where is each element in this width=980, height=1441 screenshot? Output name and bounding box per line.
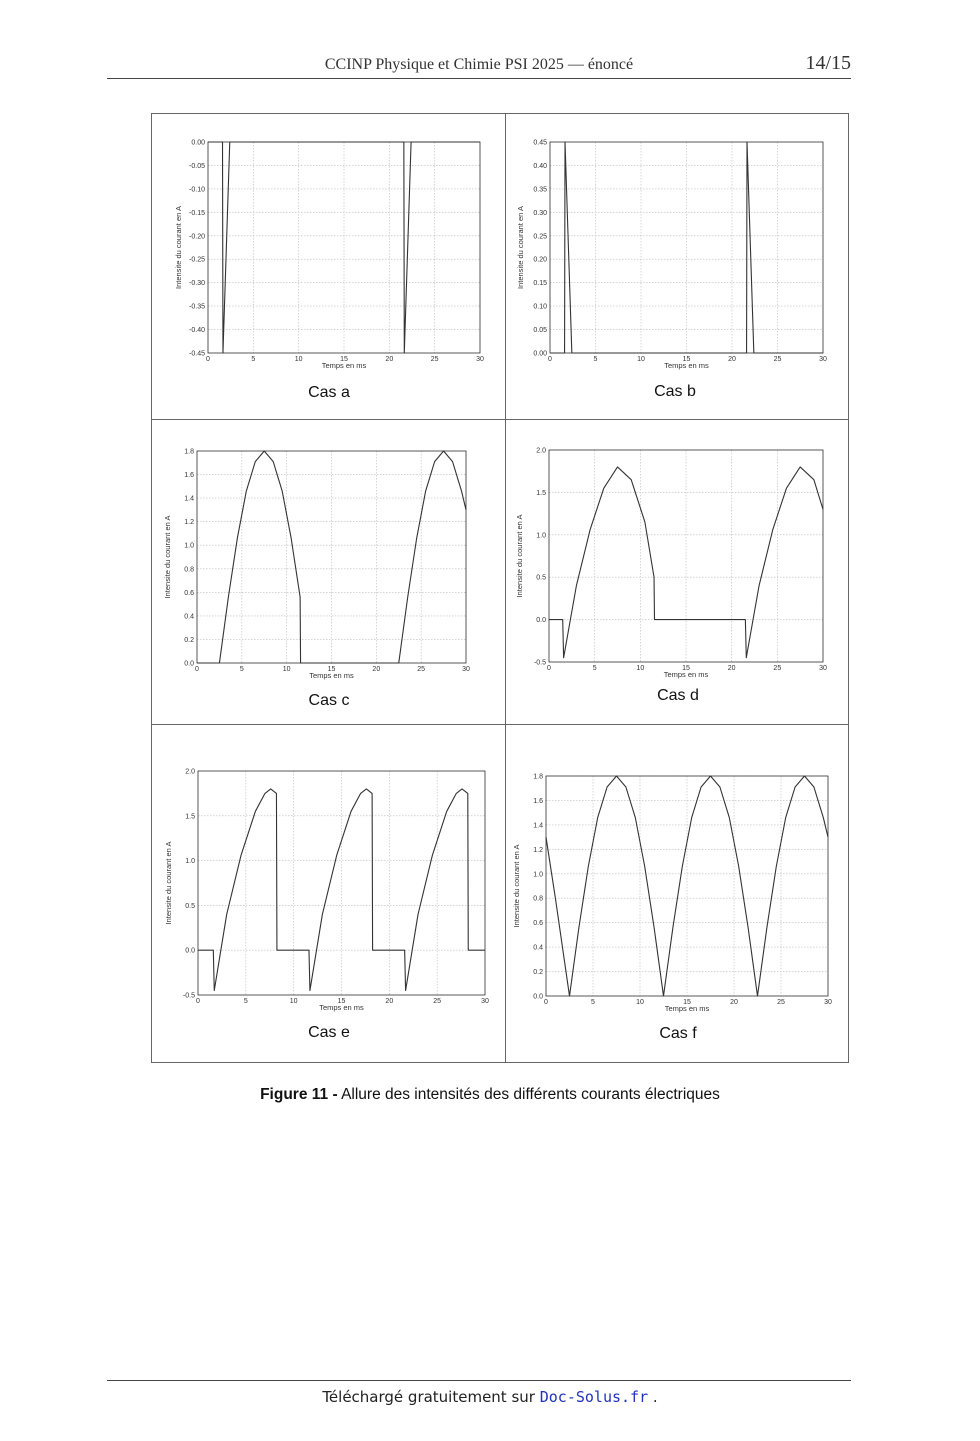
footer-link[interactable]: Doc-Solus.fr: [539, 1388, 649, 1406]
panel-label: Cas e: [308, 1024, 350, 1041]
x-tick-label: 0: [544, 999, 548, 1006]
y-axis-label: Intensite du courant en A: [174, 206, 183, 289]
y-tick-label: 1.2: [533, 846, 543, 854]
y-tick-label: -0.5: [182, 992, 195, 1000]
x-tick-label: 20: [385, 998, 394, 1005]
footer-prefix: Téléchargé gratuitement sur: [322, 1388, 535, 1406]
x-axis-label: Temps en ms: [663, 670, 709, 679]
panel-label: Cas b: [654, 383, 696, 400]
figure-11: [151, 113, 849, 1063]
y-tick-label: 0.35: [533, 186, 547, 194]
y-tick-label: -0.40: [189, 327, 205, 335]
x-tick-label: 0: [196, 998, 200, 1005]
x-tick-label: 15: [340, 356, 348, 363]
y-tick-label: 0.05: [533, 327, 547, 335]
y-tick-label: 0.25: [533, 233, 547, 241]
x-tick-label: 30: [819, 665, 827, 672]
footer-suffix: .: [652, 1388, 658, 1406]
x-tick-label: 15: [682, 356, 691, 363]
y-tick-label: 1.2: [184, 519, 194, 527]
y-tick-label: 0.0: [533, 993, 543, 1001]
y-tick-label: 0.4: [533, 944, 543, 952]
x-tick-label: 15: [683, 999, 691, 1006]
y-tick-label: -0.45: [189, 350, 205, 358]
panel-cas-e: [152, 725, 505, 1063]
x-tick-label: 5: [593, 356, 598, 363]
panel-cas-b: [506, 114, 850, 419]
x-tick-label: 10: [636, 999, 644, 1006]
x-tick-label: 10: [637, 356, 645, 363]
y-tick-label: 0.8: [184, 566, 194, 574]
caption-text: Allure des intensités des différents courants électriques: [341, 1086, 720, 1103]
panel-cas-c: [152, 420, 505, 724]
panel-label: Cas c: [308, 692, 350, 709]
y-tick-label: 0.0: [536, 617, 546, 625]
footer-rule: [107, 1380, 851, 1381]
y-tick-label: -0.5: [533, 659, 546, 667]
x-tick-label: 20: [372, 666, 381, 673]
y-tick-label: 0.4: [184, 613, 194, 621]
y-tick-label: 1.8: [184, 448, 194, 456]
x-tick-label: 25: [433, 998, 442, 1005]
header-title: CCINP Physique et Chimie PSI 2025 — énoncé: [324, 56, 634, 73]
y-tick-label: 0.40: [533, 162, 547, 170]
y-axis-label: Intensite du courant en A: [512, 844, 521, 928]
y-tick-label: 1.8: [533, 773, 543, 781]
y-tick-label: 0.15: [533, 280, 547, 288]
x-tick-label: 25: [430, 356, 439, 363]
y-tick-label: -0.05: [189, 162, 205, 170]
x-axis-label: Temps en ms: [664, 361, 709, 370]
y-tick-label: 1.4: [533, 822, 543, 830]
y-tick-label: 0.5: [185, 902, 195, 910]
x-tick-label: 0: [206, 356, 210, 363]
y-tick-label: 0.45: [533, 139, 547, 147]
chart-cas-e: [152, 725, 505, 1063]
panel-label: Cas f: [659, 1025, 697, 1042]
x-tick-label: 10: [289, 998, 298, 1005]
y-tick-label: 1.5: [185, 813, 195, 821]
caption-label: Figure 11 -: [260, 1086, 338, 1103]
chart-cas-b: [506, 114, 850, 419]
y-tick-label: 1.6: [533, 797, 543, 805]
x-tick-label: 20: [385, 356, 394, 363]
y-tick-label: 0.10: [533, 303, 547, 311]
x-tick-label: 30: [476, 356, 484, 363]
x-tick-label: 25: [777, 999, 785, 1006]
x-tick-label: 20: [727, 665, 736, 672]
y-tick-label: -0.25: [189, 256, 205, 264]
y-tick-label: 0.0: [184, 660, 194, 668]
y-tick-label: 1.0: [536, 532, 546, 540]
chart-cas-d: [506, 420, 850, 724]
panel-cas-f: [506, 725, 850, 1063]
x-tick-label: 5: [251, 356, 256, 363]
x-tick-label: 20: [728, 356, 736, 363]
chart-cas-a: [152, 114, 505, 419]
panel-cas-d: [506, 420, 850, 724]
x-axis-label: Temps en ms: [321, 361, 367, 370]
y-tick-label: 0.2: [184, 636, 194, 644]
x-tick-label: 20: [730, 999, 738, 1006]
x-tick-label: 30: [462, 666, 470, 673]
y-tick-label: -0.30: [189, 280, 205, 288]
x-tick-label: 5: [592, 665, 597, 672]
x-axis-label: Temps en ms: [664, 1004, 710, 1013]
x-tick-label: 30: [481, 998, 489, 1005]
y-tick-label: 2.0: [536, 447, 546, 455]
y-tick-label: 1.6: [184, 472, 194, 480]
x-tick-label: 25: [773, 665, 782, 672]
x-tick-label: 25: [773, 356, 782, 363]
y-tick-label: -0.35: [189, 303, 205, 311]
y-tick-label: -0.10: [189, 186, 205, 194]
y-tick-label: 0.6: [533, 920, 543, 928]
page-number: 14/15: [805, 52, 851, 74]
y-tick-label: 0.8: [533, 895, 543, 903]
x-tick-label: 25: [417, 666, 426, 673]
x-tick-label: 5: [243, 998, 248, 1005]
y-tick-label: -0.15: [189, 209, 205, 217]
x-tick-label: 30: [819, 356, 827, 363]
y-axis-label: Intensite du courant en A: [516, 206, 525, 289]
x-tick-label: 10: [636, 665, 645, 672]
panel-cas-a: [152, 114, 505, 419]
x-tick-label: 0: [547, 665, 551, 672]
y-tick-label: -0.20: [189, 233, 205, 241]
panel-label: Cas d: [657, 687, 699, 704]
x-tick-label: 0: [195, 666, 199, 673]
x-tick-label: 10: [282, 666, 291, 673]
y-axis-label: Intensite du courant en A: [515, 514, 524, 598]
y-tick-label: 1.0: [184, 542, 194, 550]
x-axis-label: Temps en ms: [309, 671, 354, 680]
x-tick-label: 0: [548, 356, 552, 363]
y-tick-label: 2.0: [185, 768, 195, 776]
y-tick-label: 0.5: [536, 574, 546, 582]
y-tick-label: 1.0: [533, 871, 543, 879]
x-axis-label: Temps en ms: [319, 1003, 364, 1012]
y-tick-label: 0.00: [533, 350, 547, 358]
page-footer: [0, 1388, 980, 1406]
y-tick-label: 0.30: [533, 209, 547, 217]
y-tick-label: 0.00: [191, 139, 205, 147]
chart-cas-f: [506, 725, 850, 1063]
panel-label: Cas a: [308, 384, 350, 401]
chart-cas-c: [152, 420, 505, 724]
page-header: [107, 52, 851, 79]
x-tick-label: 15: [337, 998, 346, 1005]
x-tick-label: 15: [327, 666, 336, 673]
y-tick-label: 0.6: [184, 589, 194, 597]
x-tick-label: 15: [682, 665, 690, 672]
x-tick-label: 5: [239, 666, 244, 673]
x-tick-label: 30: [824, 999, 832, 1006]
y-tick-label: 0.20: [533, 256, 547, 264]
y-tick-label: 0.2: [533, 969, 543, 977]
x-tick-label: 10: [294, 356, 303, 363]
y-tick-label: 1.4: [184, 495, 194, 503]
figure-caption: [0, 1086, 980, 1104]
x-tick-label: 5: [591, 999, 595, 1006]
y-tick-label: 1.5: [536, 489, 546, 497]
y-axis-label: Intensite du courant en A: [164, 841, 173, 925]
y-tick-label: 0.0: [185, 947, 195, 955]
y-axis-label: Intensite du courant en A: [163, 515, 172, 599]
y-tick-label: 1.0: [185, 858, 195, 866]
